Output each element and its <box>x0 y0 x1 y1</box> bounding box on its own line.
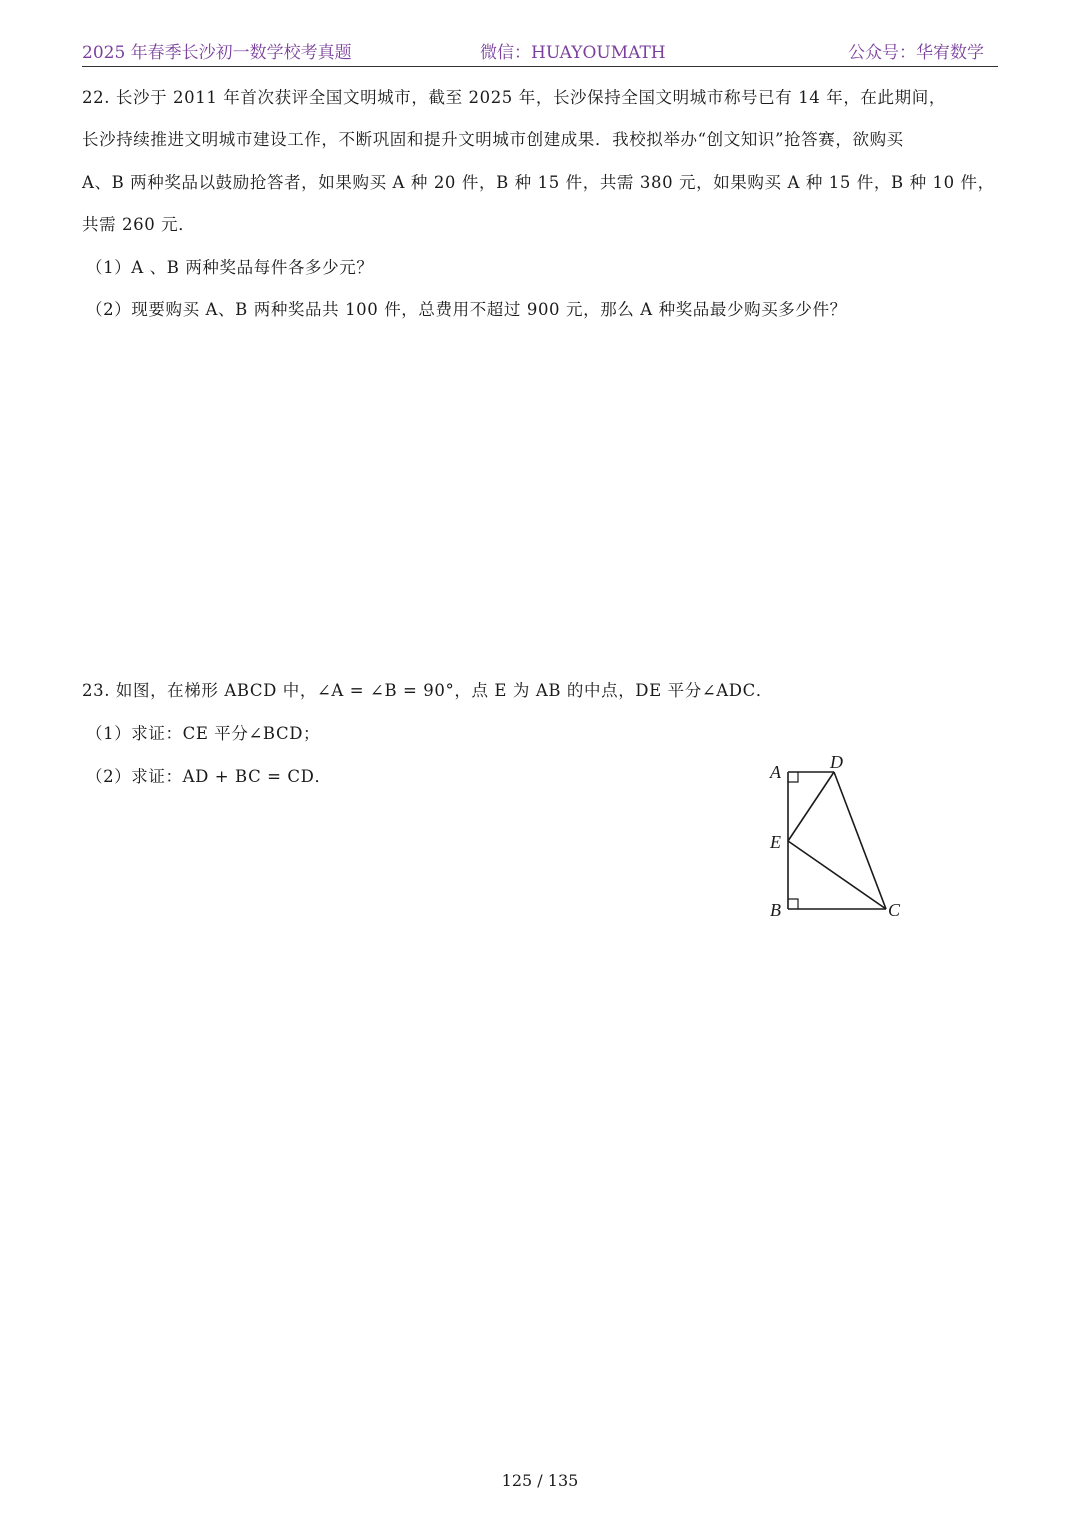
q22-line-1: 22. 长沙于 2011 年首次获评全国文明城市，截至 2025 年，长沙保持全国文明城市称号已有 14 年，在此期间， <box>82 88 946 107</box>
q22-line-4: 共需 260 元． <box>82 215 196 234</box>
header-wechat: 微信：HUAYOUMATH <box>480 43 666 63</box>
label-d: D <box>830 752 843 772</box>
q22-part-1: （1）A 、B 两种奖品每件各多少元？ <box>86 258 374 277</box>
q23-part-2: （2）求证：AD + BC = CD． <box>86 767 332 786</box>
q22-line-2: 长沙持续推进文明城市建设工作，不断巩固和提升文明城市创建成果．我校拟举办“创文知识”抢答赛，欲购买 <box>82 130 904 149</box>
header-title: 2025 年春季长沙初一数学校考真题 <box>82 43 352 63</box>
q23-line-1: 23. 如图，在梯形 ABCD 中，∠A = ∠B = 90°，点 E 为 AB 的中点，DE 平分∠ADC． <box>82 681 773 700</box>
trapezoid-diagram <box>760 748 920 928</box>
label-e: E <box>770 832 781 852</box>
label-a: A <box>770 762 781 782</box>
label-c: C <box>888 900 901 920</box>
right-angle-a <box>788 772 798 782</box>
label-b: B <box>770 900 781 920</box>
header-official-account: 公众号：华宥数学 <box>848 43 984 63</box>
q22-part-2: （2）现要购买 A、B 两种奖品共 100 件，总费用不超过 900 元，那么 A 种奖品最少购买多少件？ <box>86 300 847 319</box>
segment-dc <box>834 772 886 909</box>
page-number: 125 / 135 <box>501 1471 579 1490</box>
q23-part-1: （1）求证：CE 平分∠BCD； <box>86 724 321 743</box>
trapezoid-figure <box>760 748 920 928</box>
right-angle-b <box>788 899 798 909</box>
segment-ec <box>788 841 886 909</box>
page-header <box>82 36 998 67</box>
q22-line-3: A、B 两种奖品以鼓励抢答者，如果购买 A 种 20 件，B 种 15 件，共需 380 元，如果购买 A 种 15 件，B 种 10 件， <box>82 173 995 192</box>
